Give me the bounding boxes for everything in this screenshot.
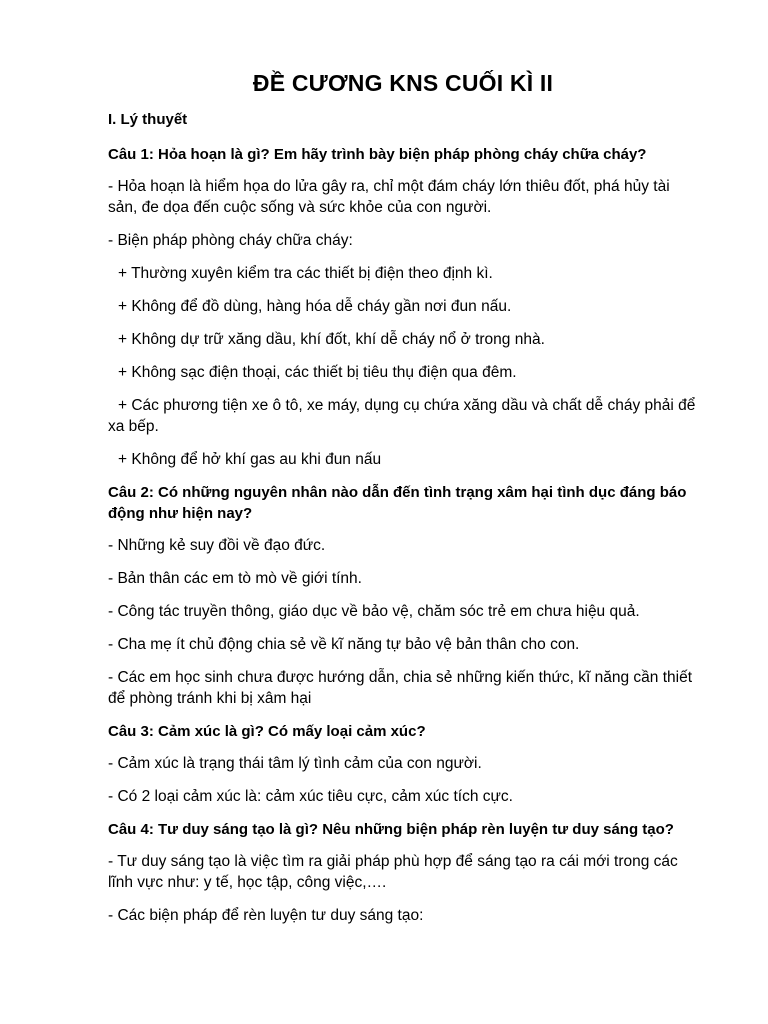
bullet-item: + Thường xuyên kiểm tra các thiết bị điện theo định kì.	[118, 265, 493, 282]
answer-paragraph: - Hỏa hoạn là hiểm họa do lửa gây ra, chỉ một đám cháy lớn thiêu đốt, phá hủy tài sản, đe dọa đến cuộc sống và sức khỏe của con người.	[108, 178, 670, 216]
answer-paragraph: - Các em học sinh chưa được hướng dẫn, chia sẻ những kiến thức, kĩ năng cần thiết để phòng tránh khi bị xâm hại	[108, 669, 693, 707]
bullet-item: + Không để hở khí gas au khi đun nấu	[118, 451, 382, 468]
section-heading: I. Lý thuyết	[108, 111, 188, 128]
question-3: Câu 3: Cảm xúc là gì? Có mấy loại cảm xúc?	[108, 723, 426, 740]
answer-paragraph: - Những kẻ suy đồi về đạo đức.	[108, 537, 326, 554]
bullet-item: + Các phương tiện xe ô tô, xe máy, dụng cụ chứa xăng dầu và chất dễ cháy phải để xa bếp.	[108, 397, 696, 435]
answer-paragraph: - Biện pháp phòng cháy chữa cháy:	[108, 232, 353, 249]
answer-paragraph: - Có 2 loại cảm xúc là: cảm xúc tiêu cực, cảm xúc tích cực.	[108, 788, 513, 805]
question-2: Câu 2: Có những nguyên nhân nào dẫn đến tình trạng xâm hại tình dục đáng báo động như hiện nay?	[108, 484, 687, 522]
answer-paragraph: - Tư duy sáng tạo là việc tìm ra giải pháp phù hợp để sáng tạo ra cái mới trong các lĩnh vực như: y tế, học tập, công việc,….	[108, 853, 678, 891]
bullet-item: + Không sạc điện thoại, các thiết bị tiêu thụ điện qua đêm.	[118, 364, 517, 381]
answer-paragraph: - Cảm xúc là trạng thái tâm lý tình cảm của con người.	[108, 755, 482, 772]
answer-paragraph: - Công tác truyền thông, giáo dục về bảo vệ, chăm sóc trẻ em chưa hiệu quả.	[108, 603, 640, 620]
question-1: Câu 1: Hỏa hoạn là gì? Em hãy trình bày biện pháp phòng cháy chữa cháy?	[108, 146, 647, 163]
document-title: ĐỀ CƯƠNG KNS CUỐI KÌ II	[252, 70, 554, 96]
bullet-item: + Không dự trữ xăng dầu, khí đốt, khí dễ cháy nổ ở trong nhà.	[118, 331, 545, 348]
answer-paragraph: - Các biện pháp để rèn luyện tư duy sáng tạo:	[108, 907, 424, 924]
answer-paragraph: - Bản thân các em tò mò về giới tính.	[108, 570, 362, 587]
question-4: Câu 4: Tư duy sáng tạo là gì? Nêu những biện pháp rèn luyện tư duy sáng tạo?	[108, 821, 674, 838]
bullet-item: + Không để đồ dùng, hàng hóa dễ cháy gần nơi đun nấu.	[118, 298, 512, 315]
document-page	[108, 70, 698, 938]
answer-paragraph: - Cha mẹ ít chủ động chia sẻ về kĩ năng tự bảo vệ bản thân cho con.	[108, 636, 580, 653]
